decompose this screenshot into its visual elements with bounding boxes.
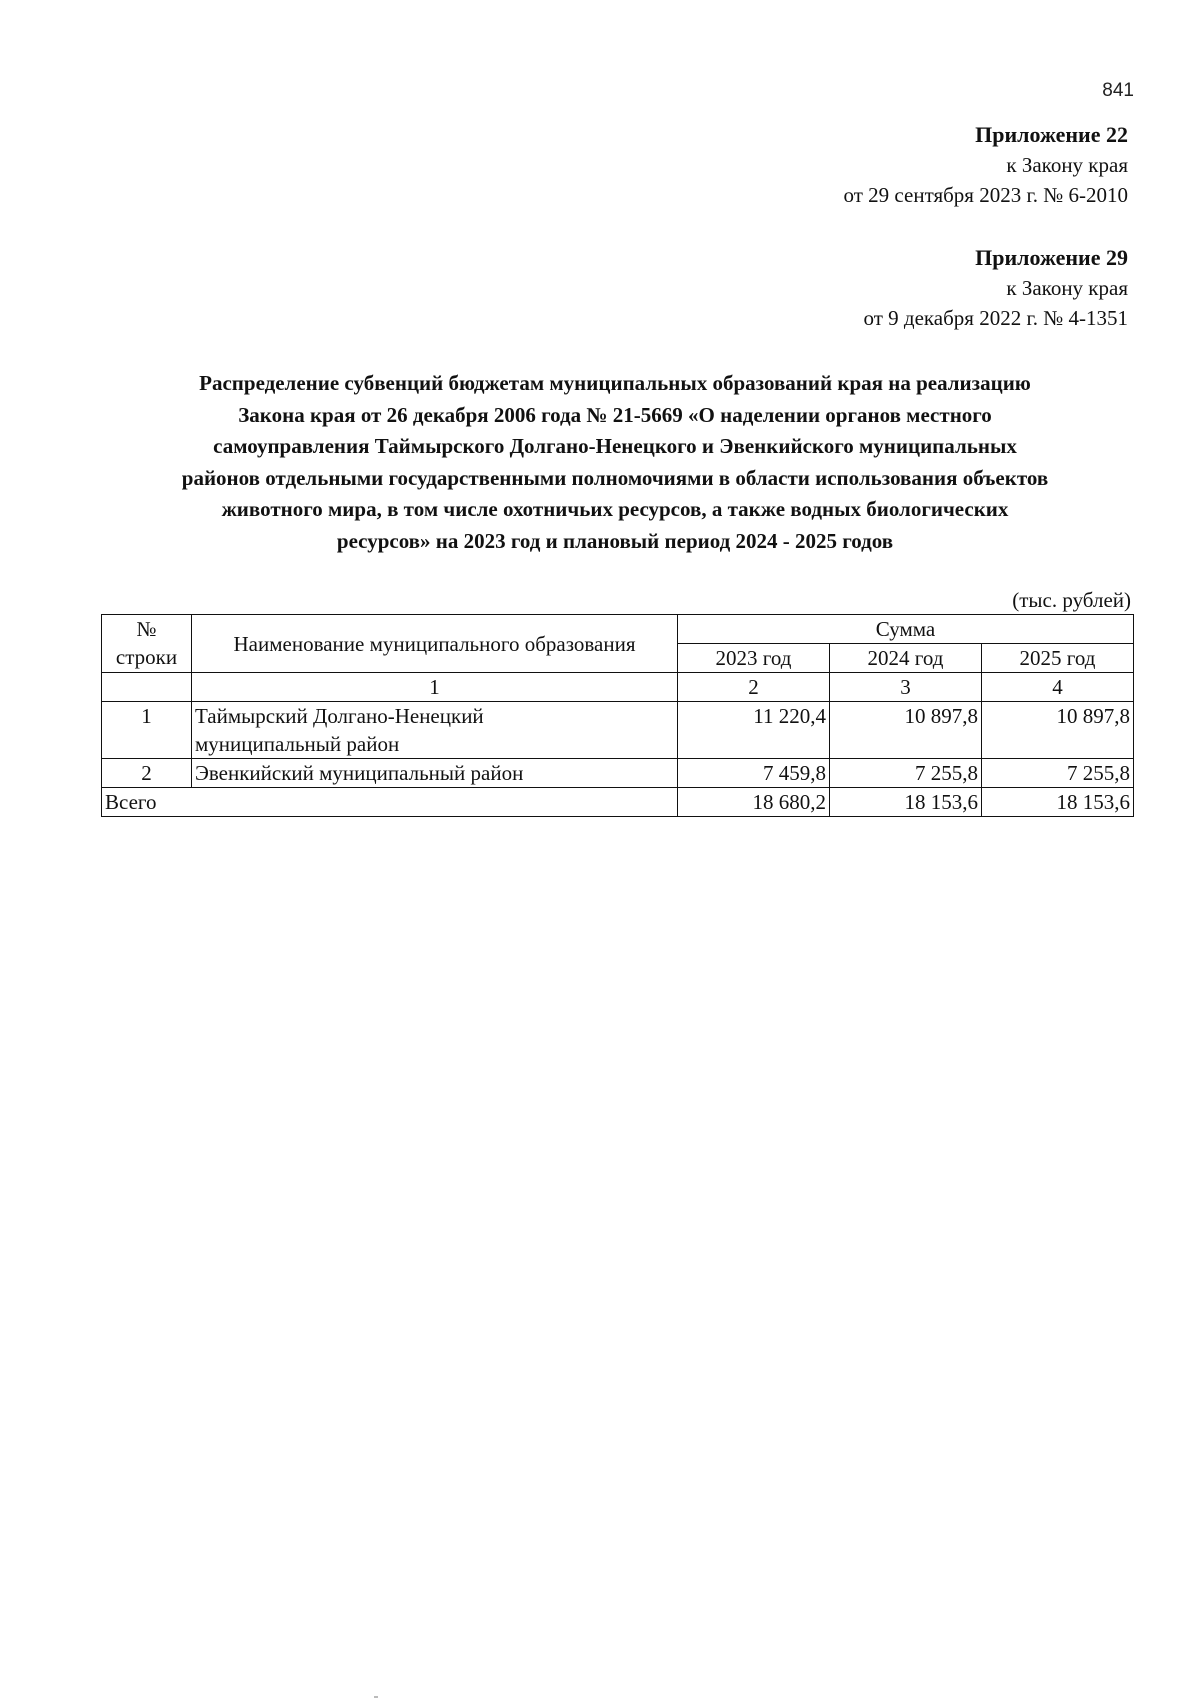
row-number: 1 [102,702,192,759]
row-name: Эвенкийский муниципальный район [192,759,678,788]
appendix-29-line2: от 9 декабря 2022 г. № 4-1351 [863,306,1128,330]
column-number-empty [102,673,192,702]
units-label: (тыс. рублей) [1012,588,1131,612]
title-line: районов отдельными государственными полномочиями в области использования объектов [181,465,1049,490]
appendix-29-block [864,243,1128,333]
appendix-29-title: Приложение 29 [975,245,1128,270]
title-line: Закона края от 26 декабря 2006 года № 21-5669 «О наделении органов местного [238,402,992,427]
row-name-line1: Таймырский Долгано-Ненецкий [195,704,484,728]
document-title [100,368,1130,557]
row-value-2024: 7 255,8 [830,759,982,788]
appendix-22-line1: к Закону края [1006,153,1128,177]
appendix-22-line2: от 29 сентября 2023 г. № 6-2010 [843,183,1128,207]
row-name [192,702,678,759]
row-value-2025: 10 897,8 [982,702,1134,759]
page-number: 841 [1102,80,1134,101]
column-number-3: 3 [830,673,982,702]
header-row-number-line1: № [136,617,157,641]
column-number-4: 4 [982,673,1134,702]
header-year-2023: 2023 год [678,644,830,673]
total-label: Всего [102,788,678,817]
column-number-2: 2 [678,673,830,702]
row-value-2023: 11 220,4 [678,702,830,759]
total-value-2025: 18 153,6 [982,788,1134,817]
row-value-2025: 7 255,8 [982,759,1134,788]
title-line: животного мира, в том числе охотничьих ресурсов, а также водных биологических [221,497,1009,521]
row-value-2023: 7 459,8 [678,759,830,788]
appendix-22-block [844,120,1128,210]
appendix-29-line1: к Закону края [1006,276,1128,300]
subvention-table [101,614,1134,817]
table-total-row [102,788,1134,817]
table-row [102,759,1134,788]
header-name: Наименование муниципального образования [192,615,678,673]
title-line: самоуправления Таймырского Долгано-Ненецкого и Эвенкийского муниципальных [213,434,1017,458]
total-value-2023: 18 680,2 [678,788,830,817]
row-name-line2: муниципальный район [195,732,400,756]
row-number: 2 [102,759,192,788]
header-row-number-line2: строки [115,645,178,669]
header-sum: Сумма [678,615,1134,644]
table-row [102,702,1134,759]
row-value-2024: 10 897,8 [830,702,982,759]
header-year-2025: 2025 год [982,644,1134,673]
total-value-2024: 18 153,6 [830,788,982,817]
title-line: ресурсов» на 2023 год и плановый период 2024 - 2025 годов [336,528,894,553]
header-row-number [102,615,192,673]
title-line: Распределение субвенций бюджетам муниципальных образований края на реализацию [199,371,1031,395]
column-numbers-row [102,673,1134,702]
appendix-22-title: Приложение 22 [975,122,1128,147]
scan-artifact [374,1696,378,1698]
header-year-2024: 2024 год [830,644,982,673]
column-number-1: 1 [192,673,678,702]
table-header-row [102,615,1134,644]
